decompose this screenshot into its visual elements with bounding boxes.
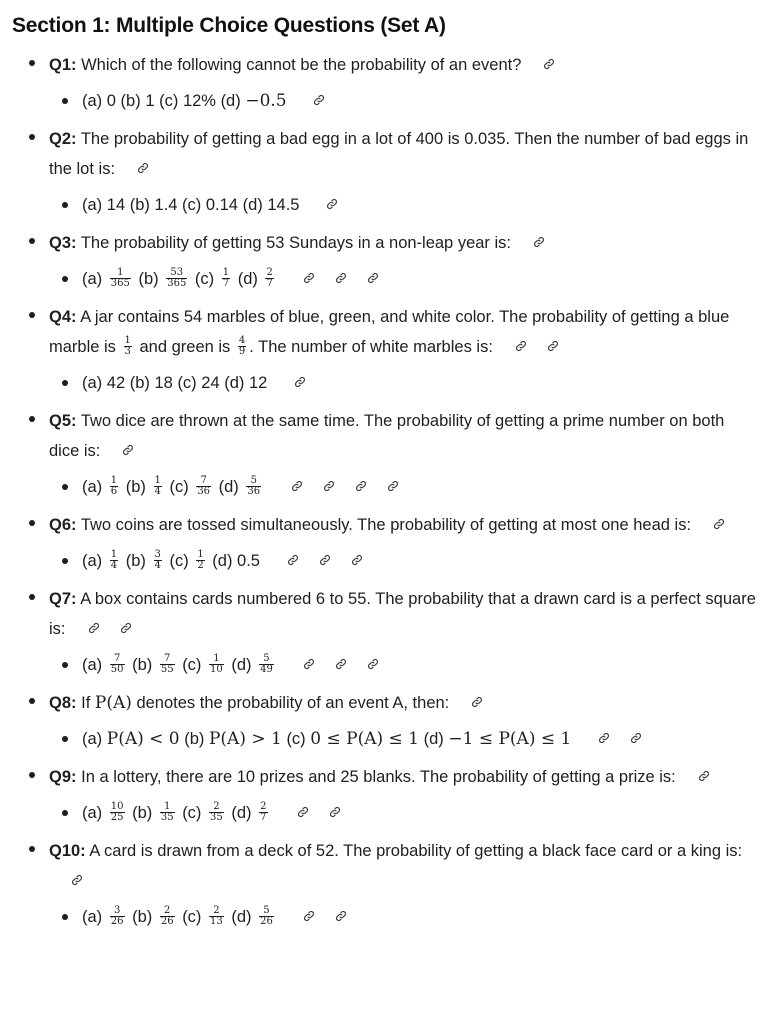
option-fraction xyxy=(154,476,162,497)
link-icon-graphic xyxy=(319,554,331,566)
link-icon[interactable] xyxy=(630,732,642,744)
fraction-numerator: 1 xyxy=(164,801,171,813)
option-fraction xyxy=(166,268,187,289)
option-fraction xyxy=(209,802,224,823)
link-icon-graphic xyxy=(543,58,555,70)
option-letter: (c) xyxy=(182,908,202,926)
fraction-numerator: 1 xyxy=(197,549,204,561)
option-value: 1.4 xyxy=(154,196,178,214)
options-line xyxy=(49,264,756,294)
link-icon-graphic xyxy=(88,622,100,634)
fraction-numerator: 7 xyxy=(164,653,171,665)
link-icon[interactable] xyxy=(713,518,725,530)
question-item xyxy=(12,302,756,398)
question-text xyxy=(49,124,756,184)
fraction-denominator: 55 xyxy=(160,664,174,676)
fraction-denominator: 4 xyxy=(110,560,118,572)
question-number: Q1: xyxy=(49,56,77,74)
option-fraction xyxy=(259,654,274,675)
option-fraction xyxy=(196,476,211,497)
fraction-denominator: 35 xyxy=(160,812,174,824)
link-icon-graphic xyxy=(313,94,325,106)
link-icon-graphic xyxy=(367,658,379,670)
option-letter: (a) xyxy=(82,196,103,214)
question-number: Q2: xyxy=(49,130,77,148)
link-icon-graphic xyxy=(630,732,642,744)
question-item xyxy=(12,124,756,220)
math-expression: P(A) xyxy=(94,693,132,713)
link-icon[interactable] xyxy=(287,554,299,566)
options-line xyxy=(49,86,756,116)
link-icon-graphic xyxy=(515,340,527,352)
option-letter: (b) xyxy=(129,196,150,214)
question-number: Q3: xyxy=(49,234,77,252)
option-fraction xyxy=(110,906,125,927)
question-list xyxy=(12,50,756,932)
options-list xyxy=(49,368,756,398)
link-icon-graphic xyxy=(291,480,303,492)
link-icon-graphic xyxy=(355,480,367,492)
link-icon[interactable] xyxy=(297,806,309,818)
fraction-numerator: 3 xyxy=(113,905,121,917)
question-text xyxy=(49,302,756,362)
fraction-numerator: 1 xyxy=(110,475,118,487)
question-item xyxy=(12,762,756,828)
option-fraction xyxy=(246,476,261,497)
link-icon[interactable] xyxy=(543,58,555,70)
question-text xyxy=(49,688,756,718)
fraction-numerator: 5 xyxy=(263,653,270,665)
link-icon[interactable] xyxy=(698,770,710,782)
question-body: In a lottery, there are 10 prizes and 25 blanks. The probability of getting a prize is: xyxy=(81,768,676,786)
option-fraction xyxy=(222,268,230,289)
option-value: 0.5 xyxy=(237,552,260,570)
option-fraction xyxy=(110,802,125,823)
option-letter: (d) xyxy=(212,552,233,570)
link-icon-graphic xyxy=(387,480,399,492)
link-icon[interactable] xyxy=(122,444,134,456)
question-number: Q5: xyxy=(49,412,77,430)
link-icon-graphic xyxy=(351,554,363,566)
fraction-numerator: 5 xyxy=(263,905,270,917)
fraction-denominator: 6 xyxy=(110,486,118,498)
fraction-numerator: 1 xyxy=(117,267,124,279)
question-number: Q4: xyxy=(49,308,77,326)
option-math: P(A) > 1 xyxy=(208,729,282,749)
link-icon[interactable] xyxy=(323,480,335,492)
fraction-numerator: 2 xyxy=(164,905,171,917)
fraction-denominator: 49 xyxy=(260,664,273,676)
option-fraction xyxy=(110,654,125,675)
option-fraction xyxy=(160,906,175,927)
option-math: −0.5 xyxy=(245,91,287,111)
link-icon-graphic xyxy=(294,376,306,388)
option-letter: (d) xyxy=(231,908,252,926)
option-letter: (b) xyxy=(132,804,153,822)
fraction-denominator: 26 xyxy=(160,916,174,928)
question-body: A jar contains 54 marbles of blue, green, and white color. The probability of getting a blue marble is xyxy=(49,308,730,356)
link-icon[interactable] xyxy=(303,272,315,284)
fraction-denominator: 25 xyxy=(110,812,124,824)
option-letter: (d) xyxy=(423,730,444,748)
link-icon[interactable] xyxy=(598,732,610,744)
question-body: . The number of white marbles is: xyxy=(249,338,493,356)
question-body: Which of the following cannot be the probability of an event? xyxy=(81,56,522,74)
link-icon[interactable] xyxy=(319,554,331,566)
fraction-numerator: 3 xyxy=(154,549,161,561)
option-letter: (b) xyxy=(120,92,141,110)
link-icon-graphic xyxy=(323,480,335,492)
option-math: 0 ≤ P(A) ≤ 1 xyxy=(310,729,419,749)
link-icon-graphic xyxy=(303,910,315,922)
question-body: A box contains cards numbered 6 to 55. The probability that a drawn card is a perfect square is: xyxy=(49,590,756,638)
options-line xyxy=(49,650,756,680)
link-icon-graphic xyxy=(326,198,338,210)
link-icon-graphic xyxy=(120,622,132,634)
option-letter: (b) xyxy=(125,552,146,570)
option-math: −1 ≤ P(A) ≤ 1 xyxy=(448,729,572,749)
option-fraction xyxy=(160,802,175,823)
option-letter: (a) xyxy=(82,656,103,674)
fraction-denominator: 36 xyxy=(197,486,211,498)
option-fraction xyxy=(110,476,118,497)
option-letter: (b) xyxy=(138,270,159,288)
option-fraction xyxy=(110,550,118,571)
option-letter: (b) xyxy=(132,908,153,926)
option-letter: (a) xyxy=(82,92,103,110)
question-text xyxy=(49,228,756,258)
option-fraction xyxy=(265,268,273,289)
fraction-denominator: 3 xyxy=(124,346,131,358)
link-icon[interactable] xyxy=(351,554,363,566)
question-item xyxy=(12,510,756,576)
fraction-numerator: 2 xyxy=(266,267,273,279)
option-letter: (a) xyxy=(82,730,103,748)
link-icon-graphic xyxy=(287,554,299,566)
link-icon-graphic xyxy=(598,732,610,744)
option-value: 12 xyxy=(249,374,268,392)
link-icon-graphic xyxy=(122,444,134,456)
link-icon[interactable] xyxy=(367,658,379,670)
option-fraction xyxy=(259,802,267,823)
option-letter: (c) xyxy=(182,656,202,674)
option-letter: (c) xyxy=(159,92,179,110)
link-icon-graphic xyxy=(297,806,309,818)
options-list xyxy=(49,902,756,932)
question-item xyxy=(12,406,756,502)
link-icon-graphic xyxy=(713,518,725,530)
options-line xyxy=(49,724,756,754)
option-value: 24 xyxy=(201,374,220,392)
option-fraction xyxy=(154,550,162,571)
fraction-denominator: 35 xyxy=(210,812,223,824)
option-value: 1 xyxy=(145,92,155,110)
question-body: If xyxy=(81,694,95,712)
fraction-denominator: 36 xyxy=(247,486,261,498)
fraction-numerator: 7 xyxy=(113,653,121,665)
question-body: and green is xyxy=(134,338,235,356)
option-letter: (c) xyxy=(169,552,189,570)
link-icon[interactable] xyxy=(335,272,347,284)
fraction-numerator: 1 xyxy=(154,475,161,487)
option-letter: (b) xyxy=(125,478,146,496)
options-line xyxy=(49,546,756,576)
link-icon[interactable] xyxy=(387,480,399,492)
fraction-denominator: 4 xyxy=(154,560,161,572)
fraction-denominator: 50 xyxy=(110,664,124,676)
fraction-numerator: 4 xyxy=(238,335,246,347)
fraction-numerator: 53 xyxy=(170,267,184,279)
options-line xyxy=(49,902,756,932)
question-text xyxy=(49,584,756,644)
link-icon-graphic xyxy=(547,340,559,352)
link-icon[interactable] xyxy=(326,198,338,210)
option-fraction xyxy=(259,906,274,927)
question-text xyxy=(49,510,756,540)
option-letter: (a) xyxy=(82,270,103,288)
fraction-denominator: 26 xyxy=(110,916,124,928)
fraction-numerator: 2 xyxy=(213,905,220,917)
option-letter: (a) xyxy=(82,478,103,496)
option-letter: (b) xyxy=(129,374,150,392)
options-line xyxy=(49,368,756,398)
options-list xyxy=(49,798,756,828)
fraction-denominator: 10 xyxy=(210,664,223,676)
link-icon-graphic xyxy=(698,770,710,782)
question-number: Q8: xyxy=(49,694,77,712)
option-letter: (b) xyxy=(184,730,205,748)
link-icon-graphic xyxy=(471,696,483,708)
option-letter: (d) xyxy=(218,478,239,496)
option-letter: (d) xyxy=(231,804,252,822)
option-letter: (d) xyxy=(237,270,258,288)
link-icon[interactable] xyxy=(335,910,347,922)
question-body: Two dice are thrown at the same time. The probability of getting a prime number on both dice is: xyxy=(49,412,725,460)
option-letter: (d) xyxy=(220,92,241,110)
link-icon[interactable] xyxy=(367,272,379,284)
link-icon[interactable] xyxy=(88,622,100,634)
options-list xyxy=(49,650,756,680)
options-list xyxy=(49,86,756,116)
options-list xyxy=(49,546,756,576)
fraction-numerator: 1 xyxy=(222,267,230,279)
question-item xyxy=(12,50,756,116)
fraction-denominator: 9 xyxy=(238,346,246,358)
fraction-denominator: 7 xyxy=(260,812,267,824)
question-text xyxy=(49,406,756,466)
link-icon-graphic xyxy=(329,806,341,818)
fraction-denominator: 7 xyxy=(222,278,230,290)
question-number: Q7: xyxy=(49,590,77,608)
link-icon-graphic xyxy=(367,272,379,284)
option-value: 14.5 xyxy=(267,196,300,214)
question-item xyxy=(12,584,756,680)
option-value: 12% xyxy=(182,92,216,110)
fraction-denominator: 13 xyxy=(210,916,223,928)
link-icon[interactable] xyxy=(355,480,367,492)
link-icon[interactable] xyxy=(515,340,527,352)
option-letter: (c) xyxy=(182,804,202,822)
fraction-denominator: 7 xyxy=(266,278,273,290)
option-letter: (c) xyxy=(182,196,202,214)
link-icon[interactable] xyxy=(329,806,341,818)
question-body: The probability of getting 53 Sundays in a non-leap year is: xyxy=(80,234,511,252)
option-letter: (c) xyxy=(286,730,306,748)
options-line xyxy=(49,798,756,828)
option-fraction xyxy=(196,550,204,571)
option-letter: (a) xyxy=(82,804,103,822)
option-letter: (b) xyxy=(132,656,153,674)
question-text xyxy=(49,50,756,80)
options-list xyxy=(49,724,756,754)
link-icon[interactable] xyxy=(294,376,306,388)
link-icon-graphic xyxy=(303,272,315,284)
fraction xyxy=(238,336,246,357)
options-line xyxy=(49,472,756,502)
question-text xyxy=(49,836,756,896)
fraction-numerator: 1 xyxy=(110,549,118,561)
fraction-numerator: 10 xyxy=(110,801,124,813)
option-letter: (d) xyxy=(242,196,263,214)
section-title: Section 1: Multiple Choice Questions (Set A) xyxy=(12,14,446,37)
fraction-denominator: 2 xyxy=(197,560,204,572)
link-icon-graphic xyxy=(533,236,545,248)
option-fraction xyxy=(160,654,175,675)
link-icon[interactable] xyxy=(71,874,83,886)
question-text xyxy=(49,762,756,792)
link-icon[interactable] xyxy=(335,658,347,670)
link-icon[interactable] xyxy=(533,236,545,248)
fraction-denominator: 365 xyxy=(110,278,130,290)
fraction-denominator: 26 xyxy=(260,916,273,928)
fraction-numerator: 5 xyxy=(250,475,257,487)
fraction-numerator: 2 xyxy=(260,801,267,813)
fraction-numerator: 7 xyxy=(200,475,207,487)
question-item xyxy=(12,836,756,932)
option-value: 0.14 xyxy=(205,196,238,214)
link-icon[interactable] xyxy=(120,622,132,634)
fraction-numerator: 1 xyxy=(213,653,220,665)
fraction-numerator: 2 xyxy=(213,801,220,813)
option-letter: (c) xyxy=(169,478,189,496)
question-body: The probability of getting a bad egg in a lot of 400 is 0.035. Then the number of bad eggs in the lot is: xyxy=(49,130,749,178)
question-number: Q6: xyxy=(49,516,77,534)
option-letter: (a) xyxy=(82,374,103,392)
options-line xyxy=(49,190,756,220)
link-icon[interactable] xyxy=(303,910,315,922)
link-icon-graphic xyxy=(71,874,83,886)
question-body: Two coins are tossed simultaneously. The probability of getting at most one head is: xyxy=(80,516,692,534)
option-letter: (d) xyxy=(231,656,252,674)
link-icon[interactable] xyxy=(137,162,149,174)
link-icon-graphic xyxy=(137,162,149,174)
option-letter: (a) xyxy=(82,908,103,926)
option-letter: (c) xyxy=(194,270,215,288)
link-icon[interactable] xyxy=(291,480,303,492)
option-value: 0 xyxy=(106,92,116,110)
option-math: P(A) < 0 xyxy=(106,729,180,749)
question-item xyxy=(12,688,756,754)
question-body: A card is drawn from a deck of 52. The probability of getting a black face card or a king is: xyxy=(89,842,743,860)
question-number: Q10: xyxy=(49,842,86,860)
option-value: 42 xyxy=(106,374,126,392)
option-fraction xyxy=(209,906,224,927)
options-list xyxy=(49,190,756,220)
link-icon[interactable] xyxy=(471,696,483,708)
option-letter: (c) xyxy=(177,374,197,392)
link-icon-graphic xyxy=(335,910,347,922)
option-letter: (d) xyxy=(224,374,245,392)
option-value: 18 xyxy=(154,374,173,392)
link-icon[interactable] xyxy=(313,94,325,106)
link-icon-graphic xyxy=(303,658,315,670)
option-fraction xyxy=(209,654,224,675)
question-item xyxy=(12,228,756,294)
fraction xyxy=(124,336,132,357)
options-list xyxy=(49,472,756,502)
options-list xyxy=(49,264,756,294)
question-number: Q9: xyxy=(49,768,77,786)
question-body: denotes the probability of an event A, then: xyxy=(131,694,450,712)
fraction-denominator: 4 xyxy=(154,486,161,498)
link-icon[interactable] xyxy=(303,658,315,670)
fraction-numerator: 1 xyxy=(124,335,131,347)
link-icon[interactable] xyxy=(547,340,559,352)
option-letter: (a) xyxy=(82,552,103,570)
option-value: 14 xyxy=(106,196,126,214)
fraction-denominator: 365 xyxy=(167,278,187,290)
link-icon-graphic xyxy=(335,272,347,284)
option-fraction xyxy=(110,268,131,289)
link-icon-graphic xyxy=(335,658,347,670)
